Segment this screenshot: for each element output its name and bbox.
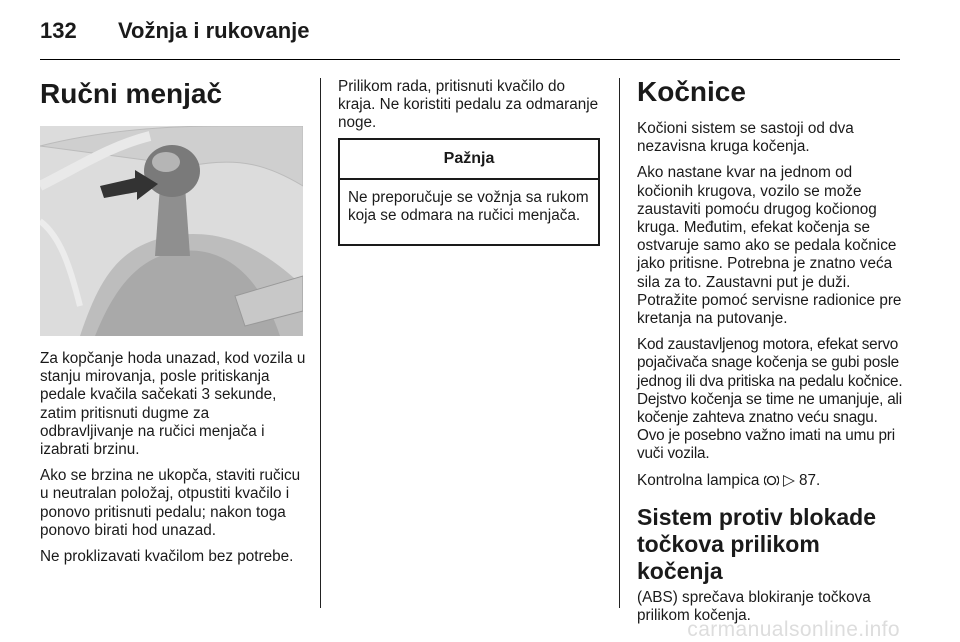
indicator-page-ref[interactable]: 87. — [798, 471, 821, 489]
column-brakes — [637, 76, 907, 633]
section-heading-brakes: Kočnice — [637, 76, 746, 107]
paragraph: Ne proklizavati kvačilom bez potrebe. — [40, 548, 294, 566]
gear-lever-illustration — [40, 126, 303, 336]
caution-text: Ne preporučuje se vožnja sa rukom koja se odmara na ručici menjača. — [348, 189, 589, 225]
paragraph: (ABS) sprečava blokiranje točkova prilikom kočenja. — [637, 588, 871, 625]
caution-title: Pažnja — [340, 140, 598, 180]
page-number: 132 — [40, 18, 77, 43]
header-divider — [40, 59, 900, 60]
manual-gearbox-text — [40, 350, 306, 574]
paragraph: Kočioni sistem se sastoji od dva nezavisna kruga kočenja. — [637, 120, 854, 156]
column-divider — [619, 78, 620, 608]
paragraph: Ako se brzina ne ukopča, staviti ručicu u neutralan položaj, otpustiti kvačilo i ponovo pritisnuti pedalu; nakon toga ponovo birati hod unazad. — [40, 467, 301, 539]
section-heading-manual-gearbox: Ručni menjač — [40, 78, 223, 109]
column-manual-gearbox — [40, 78, 304, 110]
gear-lever-svg — [40, 126, 303, 336]
column-divider — [320, 78, 321, 608]
caution-box — [338, 138, 600, 246]
paragraph: Kod zaustavljenog motora, efekat servo pojačivača snage kočenja se gubi posle jednog ili dva pritiska na pedalu kočnice. Dejstvo kočenja se time ne umanjuje, ali kočenje zahteva znatno veću snagu. Ovo je posebno važno imati na umu pri vuči vozila. — [637, 336, 903, 463]
indicator-reference — [637, 472, 907, 490]
indicator-label: Kontrolna lampica — [637, 471, 760, 489]
paragraph: Prilikom rada, pritisnuti kvačilo do kraja. Ne koristiti pedalu za odmaranje noge. — [338, 78, 599, 132]
paragraph: Za kopčanje hoda unazad, kod vozila u stanju mirovanja, posle pritiskanja pedale kvačila sačekati 3 sekunde, zatim pritisnuti dugme za odbravljivanje na ručici menjača i izabrati brzinu. — [40, 350, 306, 459]
watermark: carmanualsonline.info — [687, 618, 900, 641]
paragraph: Ako nastane kvar na jednom od kočionih krugova, vozilo se može zaustaviti pomoću drugog kočionog kruga. Međutim, efekat kočenja se ostvaruje samo ako se pedala kočnice jako pritisne. Potrebna je znatno veća sila za to. Zaustavni put je duži. Potražite pomoć servisne radionice pre kretanja na putovanje. — [637, 164, 902, 328]
page-ref-arrow-icon: ▷ — [782, 471, 795, 489]
column-clutch — [338, 78, 600, 141]
chapter-title: Vožnja i rukovanje — [118, 18, 310, 43]
brake-warning-icon — [764, 474, 779, 487]
subheading-abs: Sistem protiv blokade točkova prilikom kočenja — [637, 503, 877, 584]
